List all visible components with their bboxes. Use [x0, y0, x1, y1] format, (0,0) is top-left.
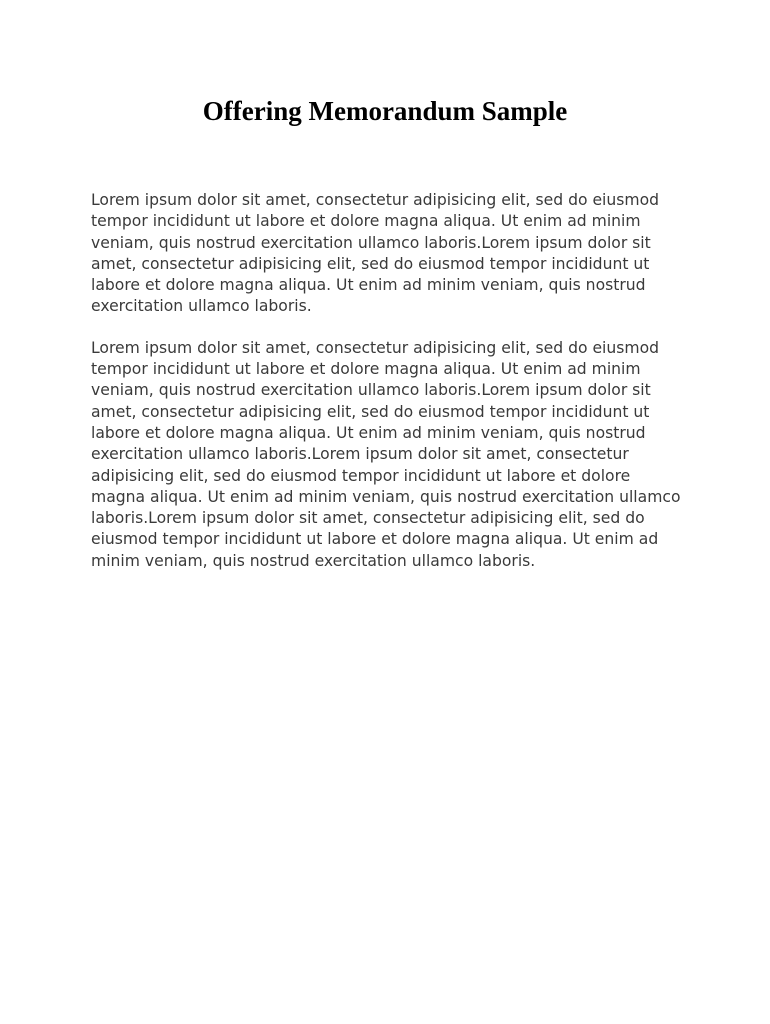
paragraph-1: Lorem ipsum dolor sit amet, consectetur adipisicing elit, sed do eiusmod tempor incididunt ut labore et dolore magna aliqua. Ut enim ad minim veniam, quis nostrud exercitation ullamco laboris.Lorem ipsum dolor sit amet, consectetur adipisicing elit, sed do eiusmod tempor incididunt ut labore et dolore magna aliqua. Ut enim ad minim veniam, quis nostrud exercitation ullamco laboris. [91, 191, 660, 316]
paragraph-2: Lorem ipsum dolor sit amet, consectetur adipisicing elit, sed do eiusmod tempor incididunt ut labore et dolore magna aliqua. Ut enim ad minim veniam, quis nostrud exercitation ullamco laboris.Lorem ipsum dolor sit amet, consectetur adipisicing elit, sed do eiusmod tempor incididunt ut labore et dolore magna aliqua. Ut enim ad minim veniam, quis nostrud exercitation ullamco laboris.Lorem ipsum dolor sit amet, consectetur adipisicing elit, sed do eiusmod tempor incididunt ut labore et dolore magna aliqua. Ut enim ad minim veniam, quis nostrud exercitation ullamco laboris.Lorem ipsum dolor sit amet, consectetur adipisicing elit, sed do eiusmod tempor incididunt ut labore et dolore magna aliqua. Ut enim ad minim veniam, quis nostrud exercitation ullamco laboris. [91, 338, 681, 570]
document-body [91, 190, 681, 592]
page-title: Offering Memorandum Sample [202, 96, 568, 126]
